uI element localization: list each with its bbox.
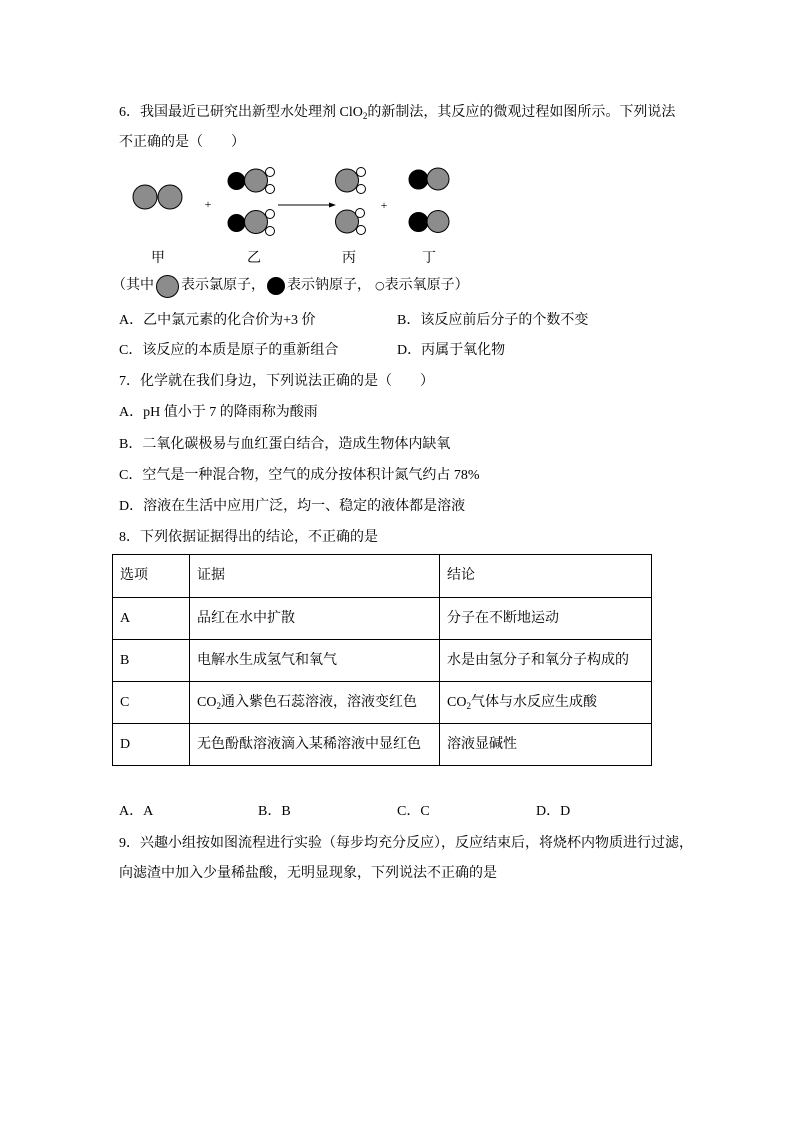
evidence-table <box>112 554 652 766</box>
q6-stem-line2: 不正确的是（ ） <box>119 135 245 150</box>
legend-sodium-text: 表示钠原子， <box>287 278 371 293</box>
table-row <box>113 598 652 640</box>
reaction-arrow <box>278 203 336 208</box>
subscript-2: 2 <box>466 700 471 711</box>
subscript-2: 2 <box>362 111 368 121</box>
chlorine-atom <box>133 185 157 209</box>
option-cell: B <box>113 640 190 682</box>
molecule-yi-bottom <box>228 210 275 236</box>
q6-stem-line1 <box>119 103 675 123</box>
sodium-atom <box>228 215 245 232</box>
legend-chlorine-atom <box>156 275 179 298</box>
q8-stem: 8．下列依据证据得出的结论，不正确的是 <box>119 530 378 545</box>
molecule-jia <box>133 185 182 209</box>
formula-co: CO <box>447 694 467 710</box>
q6-option-c: C．该反应的本质是原子的重新组合 <box>119 343 339 358</box>
oxygen-atom <box>357 185 366 194</box>
oxygen-atom <box>266 227 275 236</box>
option-cell: A <box>113 598 190 640</box>
q9-stem-line1: 9．兴趣小组按如图流程进行实验（每步均充分反应），反应结束后，将烧杯内物质进行过滤， <box>119 836 693 851</box>
sodium-atom <box>409 213 428 232</box>
oxygen-atom <box>357 226 366 235</box>
header-conclusion: 结论 <box>440 555 652 598</box>
chlorine-atom <box>427 168 449 190</box>
q9-stem-line2: 向滤渣中加入少量稀盐酸，无明显现象，下列说法不正确的是 <box>119 866 497 881</box>
q7-option-a: A．pH 值小于 7 的降雨称为酸雨 <box>119 405 318 420</box>
molecule-bing-bottom <box>336 209 366 235</box>
conclusion-cell: 分子在不断地运动 <box>440 598 652 640</box>
molecule-yi-top <box>228 168 275 194</box>
q6-option-a: A．乙中氯元素的化合价为+3 价 <box>119 313 316 328</box>
atom-legend <box>112 274 469 298</box>
evidence-cell: 电解水生成氢气和氧气 <box>190 640 440 682</box>
conclusion-cell <box>440 682 652 724</box>
molecule-ding-top <box>409 168 449 190</box>
evidence-cell: 无色酚酞溶液滴入某稀溶液中显红色 <box>190 724 440 766</box>
conclusion-cell: 水是由氢分子和氧分子构成的 <box>440 640 652 682</box>
option-cell: D <box>113 724 190 766</box>
table-row <box>113 682 652 724</box>
molecule-ding-bottom <box>409 211 449 233</box>
oxygen-atom <box>356 209 365 218</box>
q6-option-d: D．丙属于氧化物 <box>397 343 506 358</box>
oxygen-atom <box>357 168 366 177</box>
q7-option-d: D．溶液在生活中应用广泛，均一、稳定的液体都是溶液 <box>119 499 466 514</box>
option-cell: C <box>113 682 190 724</box>
table-header-row <box>113 555 652 598</box>
chlorine-atom <box>245 211 268 234</box>
label-yi: 乙 <box>247 251 261 266</box>
plus-sign: + <box>380 198 388 212</box>
evidence-cell <box>190 682 440 724</box>
formula-co: CO <box>197 694 217 710</box>
legend-oxygen-symbol: ○ <box>375 279 385 292</box>
chlorine-atom <box>158 185 182 209</box>
oxygen-atom <box>266 210 275 219</box>
oxygen-atom <box>266 185 275 194</box>
q8-option-c: C．C <box>397 804 430 819</box>
table-row <box>113 640 652 682</box>
conclusion-text: 气体与水反应生成酸 <box>470 694 597 710</box>
header-option: 选项 <box>113 555 190 598</box>
q7-option-c: C．空气是一种混合物，空气的成分按体积计氮气约占 78% <box>119 468 480 483</box>
molecule-bing-top <box>336 168 366 194</box>
chlorine-atom <box>336 169 359 192</box>
legend-open: （其中 <box>112 278 154 293</box>
q6-option-b: B．该反应前后分子的个数不变 <box>397 313 589 328</box>
chlorine-atom <box>427 211 449 233</box>
label-jia: 甲 <box>151 251 165 266</box>
table-row <box>113 724 652 766</box>
chlorine-atom <box>245 169 268 192</box>
header-evidence: 证据 <box>190 555 440 598</box>
legend-sodium-atom <box>267 277 285 295</box>
q8-option-d: D．D <box>536 804 571 819</box>
label-bing: 丙 <box>342 251 356 266</box>
evidence-cell: 品红在水中扩散 <box>190 598 440 640</box>
legend-chlorine-text: 表示氯原子， <box>181 278 265 293</box>
q6-stem-text-cont: 的新制法，其反应的微观过程如图所示。下列说法 <box>367 105 676 120</box>
label-ding: 丁 <box>422 251 436 266</box>
sodium-atom <box>228 173 245 190</box>
subscript-2: 2 <box>216 700 221 711</box>
plus-sign: + <box>204 197 212 211</box>
q6-stem-text: 6．我国最近已研究出新型水处理剂 ClO <box>119 105 363 120</box>
reaction-diagram <box>120 160 470 270</box>
evidence-text: 通入紫色石蕊溶液，溶液变红色 <box>220 694 417 710</box>
q8-option-a: A．A <box>119 804 154 819</box>
q7-option-b: B．二氧化碳极易与血红蛋白结合，造成生物体内缺氧 <box>119 437 451 452</box>
sodium-atom <box>409 170 428 189</box>
legend-oxygen-text: 表示氧原子） <box>384 278 469 293</box>
q8-option-b: B．B <box>258 804 291 819</box>
oxygen-atom <box>266 168 275 177</box>
conclusion-cell: 溶液显碱性 <box>440 724 652 766</box>
q7-stem: 7．化学就在我们身边，下列说法正确的是（ ） <box>119 374 434 389</box>
